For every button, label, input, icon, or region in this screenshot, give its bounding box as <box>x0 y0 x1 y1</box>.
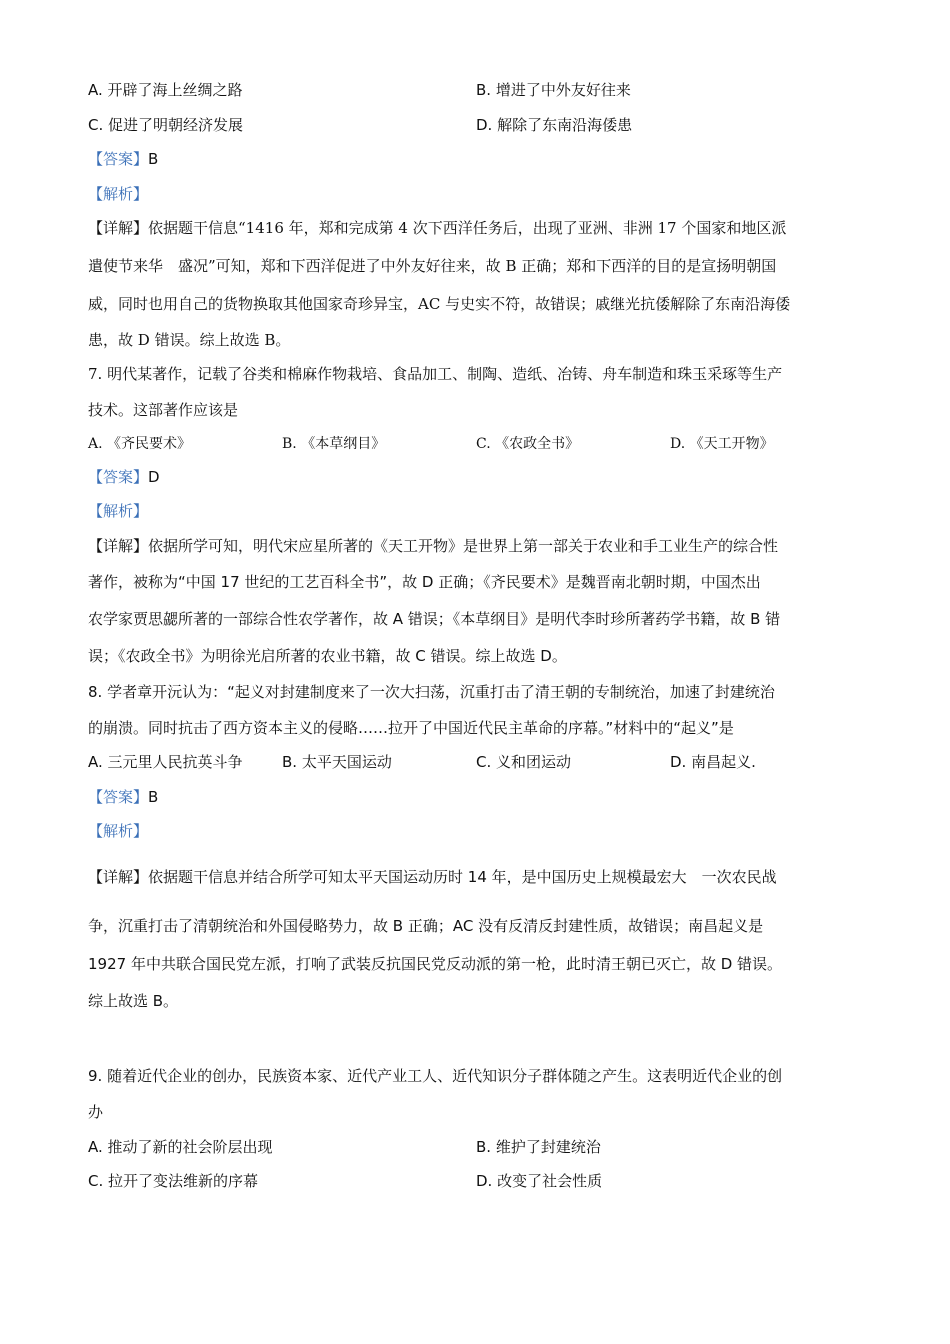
q7-option-c: C. 《农政全书》 <box>476 436 580 452</box>
q7-detail-line-2: 著作，被称为“中国 17 世纪的工艺百科全书”，故 D 正确；《齐民要术》是魏晋南北朝时期，中国杰出 <box>88 573 761 591</box>
q7-option-b: B. 《本草纲目》 <box>282 436 386 452</box>
q6-detail-line-2: 遣使节来华 盛况”可知，郑和下西洋促进了中外友好往来，故 B 正确；郑和下西洋的目的是宣扬明朝国 <box>88 257 777 275</box>
q6-answer-line <box>88 149 864 169</box>
q8-detail-line-1 <box>88 867 864 887</box>
q8-detail-line-4: 综上故选 B。 <box>88 992 179 1010</box>
q6-analysis-tag: 【解析】 <box>88 185 149 203</box>
q6-detail-line-4: 患，故 D 错误。综上故选 B。 <box>88 331 291 349</box>
q8-option-c: C. 义和团运动 <box>476 753 572 771</box>
q8-detail-line-3: 1927 年中共联合国民党左派，打响了武装反抗国民党反动派的第一枪，此时清王朝已灭亡，故 D 错误。 <box>88 955 783 973</box>
q6-answer: B <box>148 150 159 168</box>
q7-detail-text-1: 依据所学可知，明代宋应星所著的《天工开物》是世界上第一部关于农业和手工业生产的综合性 <box>148 537 779 555</box>
q7-answer: D <box>148 468 160 486</box>
q9-option-c: C. 拉开了变法维新的序幕 <box>88 1172 259 1190</box>
q6-option-d: D. 解除了东南沿海倭患 <box>476 116 633 134</box>
q6-option-a: A. 开辟了海上丝绸之路 <box>88 81 243 99</box>
q9-option-b: B. 维护了封建统治 <box>476 1138 601 1156</box>
detail-tag: 【详解】 <box>88 868 149 886</box>
q6-detail-line-3: 威，同时也用自己的货物换取其他国家奇珍异宝，AC 与史实不符，故错误；戚继光抗倭解除了东南沿海倭 <box>88 295 791 313</box>
q6-detail-text-1: 依据题干信息“1416 年，郑和完成第 4 次下西洋任务后，出现了亚洲、非洲 17 个国家和地区派 <box>148 219 787 237</box>
detail-tag: 【详解】 <box>88 537 149 555</box>
q8-option-d: D. 南昌起义. <box>670 753 756 771</box>
q9-stem-line-1: 9. 随着近代企业的创办，民族资本家、近代产业工人、近代知识分子群体随之产生。这表明近代企业的创 <box>88 1067 783 1085</box>
answer-tag: 【答案】 <box>88 150 149 168</box>
q7-detail-line-1 <box>88 536 864 556</box>
q7-analysis-tag: 【解析】 <box>88 502 149 520</box>
q9-stem-line-2: 办 <box>88 1103 104 1121</box>
q7-answer-line <box>88 467 864 487</box>
q7-option-a: A. 《齐民要术》 <box>88 436 192 452</box>
q8-answer-line <box>88 787 864 807</box>
answer-tag: 【答案】 <box>88 788 149 806</box>
q6-option-c: C. 促进了明朝经济发展 <box>88 116 244 134</box>
q8-stem-line-1: 8. 学者章开沅认为：“起义对封建制度来了一次大扫荡，沉重打击了清王朝的专制统治，加速了封建统治 <box>88 683 775 701</box>
q7-detail-line-3: 农学家贾思勰所著的一部综合性农学著作，故 A 错误；《本草纲目》是明代李时珍所著药学书籍，故 B 错 <box>88 610 781 628</box>
q8-detail-line-2: 争，沉重打击了清朝统治和外国侵略势力，故 B 正确；AC 没有反清反封建性质，故错误；南昌起义是 <box>88 917 764 935</box>
q8-option-a: A. 三元里人民抗英斗争 <box>88 753 243 771</box>
q7-stem-line-2: 技术。这部著作应该是 <box>88 401 239 419</box>
q8-stem-line-2: 的崩溃。同时抗击了西方资本主义的侵略……拉开了中国近代民主革命的序幕。”材料中的“起义”是 <box>88 719 734 737</box>
q6-detail-line-1 <box>88 218 864 238</box>
q8-analysis-tag: 【解析】 <box>88 822 149 840</box>
q8-detail-text-1: 依据题干信息并结合所学可知太平天国运动历时 14 年，是中国历史上规模最宏大 一次农民战 <box>148 868 777 886</box>
q7-detail-line-4: 误；《农政全书》为明徐光启所著的农业书籍，故 C 错误。综上故选 D。 <box>88 647 567 665</box>
q8-answer: B <box>148 788 159 806</box>
q7-stem-line-1: 7. 明代某著作，记载了谷类和棉麻作物栽培、食品加工、制陶、造纸、冶铸、舟车制造和珠玉采琢等生产 <box>88 365 783 383</box>
detail-tag: 【详解】 <box>88 219 149 237</box>
answer-tag: 【答案】 <box>88 468 149 486</box>
q7-option-d: D. 《天工开物》 <box>670 436 774 452</box>
q9-option-a: A. 推动了新的社会阶层出现 <box>88 1138 273 1156</box>
q8-option-b: B. 太平天国运动 <box>282 753 392 771</box>
q9-option-d: D. 改变了社会性质 <box>476 1172 603 1190</box>
q6-option-b: B. 增进了中外友好往来 <box>476 81 631 99</box>
